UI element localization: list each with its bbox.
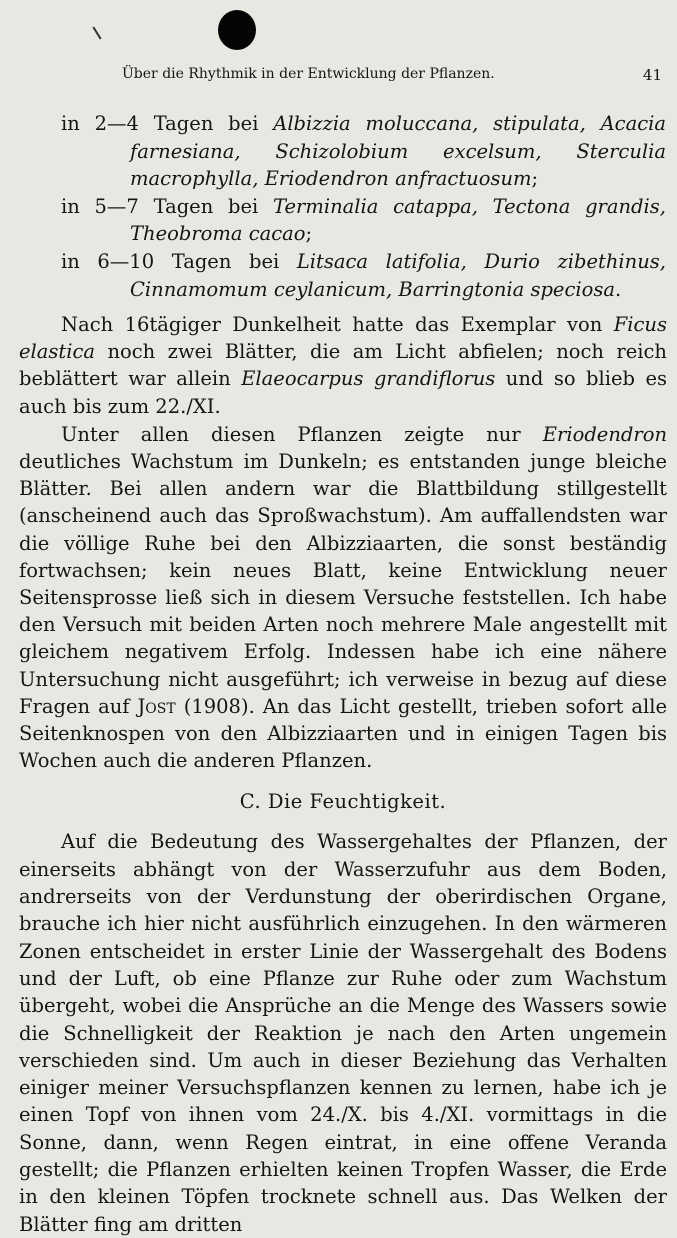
body-text <box>19 311 667 1238</box>
ink-blot <box>218 10 256 50</box>
species-names: Litsaca latifolia, Durio zibethinus, Cinnamomum ceylanicum, Barringtonia speciosa <box>130 249 666 301</box>
author-citation: Jost <box>137 694 176 718</box>
list-item: in 6—10 Tagen bei Litsaca latifolia, Durio zibethinus, Cinnamomum ceylanicum, Barringtonia speciosa. <box>61 249 666 301</box>
paragraph-eriodendron: Unter allen diesen Pflanzen zeigte nur Eriodendron deutliches Wachstum im Dunkeln; es entstanden junge bleiche Blätter. Bei allen andern war die Blattbildung stillgestellt (anscheinend auch das Sproßwachstum). Am auffallendsten war die völlige Ruhe bei den Albizziaarten, die sonst beständig fortwachsen; kein neues Blatt, keine Entwicklung neuer Seitensprosse ließ sich in diesem Versuche feststellen. Ich habe den Versuch mit beiden Arten noch mehrere Male angestellt mit gleichem negativem Erfolg. Indessen habe ich eine nähere Untersuchung nicht ausgeführt; ich verweise in bezug auf diese Fragen auf Jost (1908). An das Licht gestellt, trieben sofort alle Seitenknospen von den Albizziaarten und in einigen Tagen bis Wochen auch die anderen Pflanzen. <box>19 422 667 773</box>
species-names: Albizzia moluccana, stipulata, Acacia farnesiana, Schizolobium excelsum, Sterculia macrophylla, Eriodendron anfractuosum <box>130 112 666 191</box>
section-heading: C. Die Feuchtigkeit. <box>239 790 447 814</box>
species-list <box>61 110 666 303</box>
list-item: in 2—4 Tagen bei Albizzia moluccana, stipulata, Acacia farnesiana, Schizolobium excelsum, Sterculia macrophylla, Eriodendron anfractuosum; <box>61 112 666 191</box>
paragraph-ficus: Nach 16tägiger Dunkelheit hatte das Exemplar von Ficus elastica noch zwei Blätter, die am Licht abfielen; noch reich beblättert war allein Elaeocarpus grandiflorus und so blieb es auch bis zum 22./XI. <box>19 313 668 418</box>
list-item: in 5—7 Tagen bei Terminalia catappa, Tectona grandis, Theobroma cacao; <box>61 194 666 246</box>
paragraph-feuchtigkeit: Auf die Bedeutung des Wassergehaltes der Pflanzen, der einerseits abhängt von der Wasserzufuhr aus dem Boden, andrerseits von der Verdunstung der oberirdischen Organe, brauche ich hier nicht ausführlich einzugehen. In den wärmeren Zonen entscheidet in erster Linie der Wassergehalt des Bodens und der Luft, ob eine Pflanze zur Ruhe oder zum Wachstum übergeht, wobei die Ansprüche an die Menge des Wassers sowie die Schnelligkeit der Reaktion je nach den Arten ungemein verschieden sind. Um auch in dieser Beziehung das Verhalten einiger meiner Versuchspflanzen kennen zu lernen, habe ich je einen Topf von ihnen vom 24./X. bis 4./XI. vormittags in die Sonne, dann, wenn Regen eintrat, in eine offene Veranda gestellt; die Pflanzen erhielten keinen Tropfen Wasser, die Erde in den kleinen Töpfen trocknete schnell aus. Das Welken der Blätter fing am dritten <box>19 830 667 1236</box>
running-header <box>122 66 662 88</box>
pencil-mark <box>92 27 101 40</box>
species-names: Terminalia catappa, Tectona grandis, Theobroma cacao <box>130 194 666 246</box>
page-number: 41 <box>642 66 662 84</box>
running-title: Über die Rhythmik in der Entwicklung der Pflanzen. <box>122 66 495 82</box>
